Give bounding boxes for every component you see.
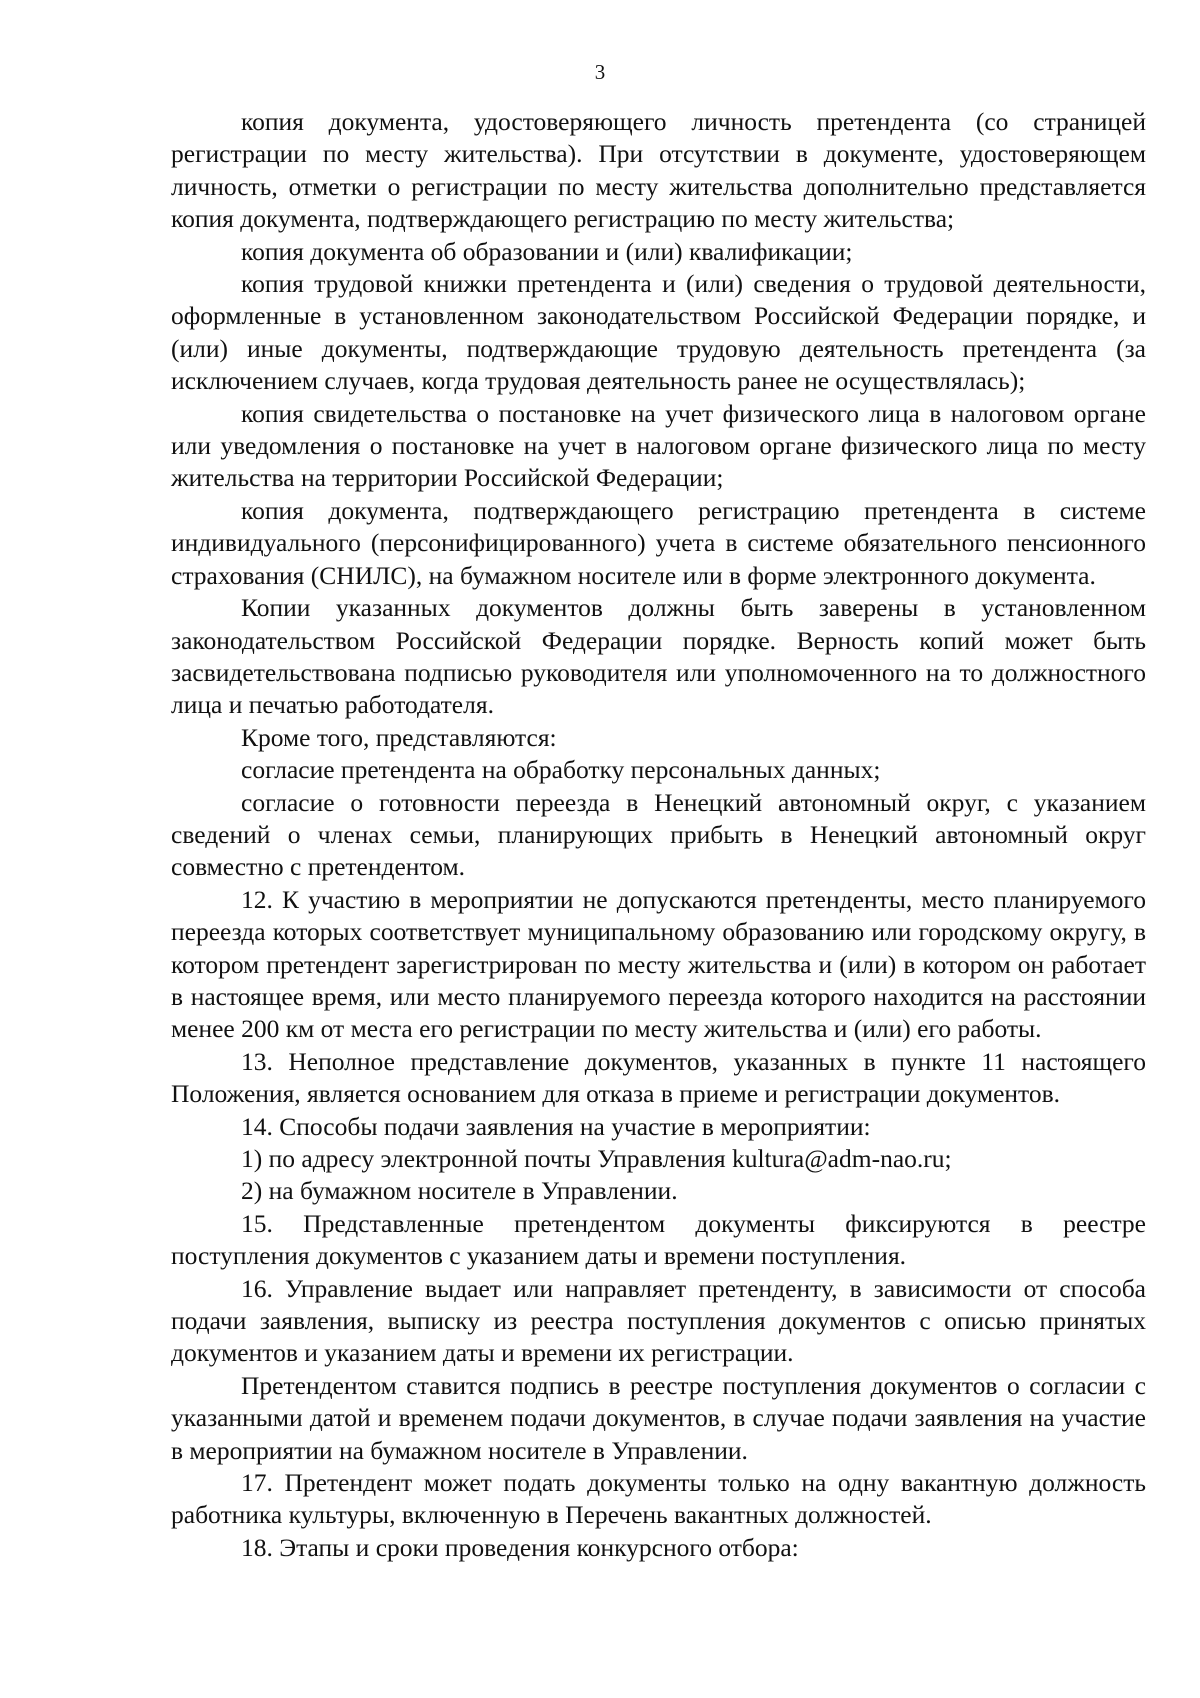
page-number: 3 (594, 60, 606, 84)
paragraph-item-14-option-2: 2) на бумажном носителе в Управлении. (241, 1176, 678, 1206)
paragraph-tax-registration-copy: копия свидетельства о постановке на учет физического лица в налоговом органе или уведомления о постановке на учет в налоговом органе физического лица по месту жительства на территории Российской Федерации; (171, 398, 1146, 493)
paragraph-signature-registry: Претендентом ставится подпись в реестре поступления документов о согласии с указанными датой и временем подачи документов, в случае подачи заявления на участие в мероприятии на бумажном носителе в Управлении. (171, 1370, 1146, 1465)
paragraph-item-12: 12. К участию в мероприятии не допускаются претенденты, место планируемого переезда которых соответствует муниципальному образованию или городскому округу, в котором претендент зарегистрирован по месту жительства и (или) в котором он работает в настоящее время, или место планируемого переезда которого находится на расстоянии менее 200 км от места его регистрации по месту жительства и (или) его работы. (171, 884, 1146, 1044)
paragraph-snils-copy: копия документа, подтверждающего регистрацию претендента в системе индивидуального (персонифицированного) учета в системе обязательного пенсионного страхования (СНИЛС), на бумажном носителе или в форме электронного документа. (171, 495, 1146, 590)
paragraph-item-14-option-1: 1) по адресу электронной почты Управления kultura@adm-nao.ru; (241, 1144, 952, 1173)
paragraph-relocation-consent: согласие о готовности переезда в Ненецкий автономный округ, с указанием сведений о членах семьи, планирующих прибыть в Ненецкий автономный округ совместно с претендентом. (171, 787, 1146, 882)
paragraph-item-16: 16. Управление выдает или направляет претенденту, в зависимости от способа подачи заявления, выписку из реестра поступления документов с описью принятых документов и указанием даты и времени их регистрации. (171, 1273, 1146, 1368)
paragraph-education-copy: копия документа об образовании и (или) квалификации; (241, 236, 853, 266)
paragraph-additionally-provided: Кроме того, представляются: (241, 722, 557, 752)
paragraph-copies-certification: Копии указанных документов должны быть заверены в установленном законодательством Российской Федерации порядке. Верность копий может быть засвидетельствована подписью руководителя или уполномоченного на то должностного лица и печатью работодателя. (171, 593, 1146, 720)
paragraph-personal-data-consent: согласие претендента на обработку персональных данных; (241, 755, 881, 785)
document-body (171, 106, 1146, 1564)
paragraph-item-14: 14. Способы подачи заявления на участие в мероприятии: (241, 1111, 871, 1141)
paragraph-work-record-copy: копия трудовой книжки претендента и (или) сведения о трудовой деятельности, оформленные в установленном законодательством Российской Федерации порядке, и (или) иные документы, подтверждающие трудовую деятельность претендента (за исключением случаев, когда трудовая деятельность ранее не осуществлялась); (171, 269, 1146, 396)
paragraph-id-document-copy: копия документа, удостоверяющего личность претендента (со страницей регистрации по месту жительства). При отсутствии в документе, удостоверяющем личность, отметки о регистрации по месту жительства дополнительно представляется копия документа, подтверждающего регистрацию по месту жительства; (171, 107, 1146, 234)
paragraph-item-18: 18. Этапы и сроки проведения конкурсного отбора: (241, 1532, 799, 1562)
paragraph-item-13: 13. Неполное представление документов, указанных в пункте 11 настоящего Положения, является основанием для отказа в приеме и регистрации документов. (171, 1046, 1146, 1109)
paragraph-item-15: 15. Представленные претендентом документы фиксируются в реестре поступления документов с указанием даты и времени поступления. (171, 1208, 1146, 1271)
paragraph-item-17: 17. Претендент может подать документы только на одну вакантную должность работника культуры, включенную в Перечень вакантных должностей. (171, 1468, 1146, 1530)
